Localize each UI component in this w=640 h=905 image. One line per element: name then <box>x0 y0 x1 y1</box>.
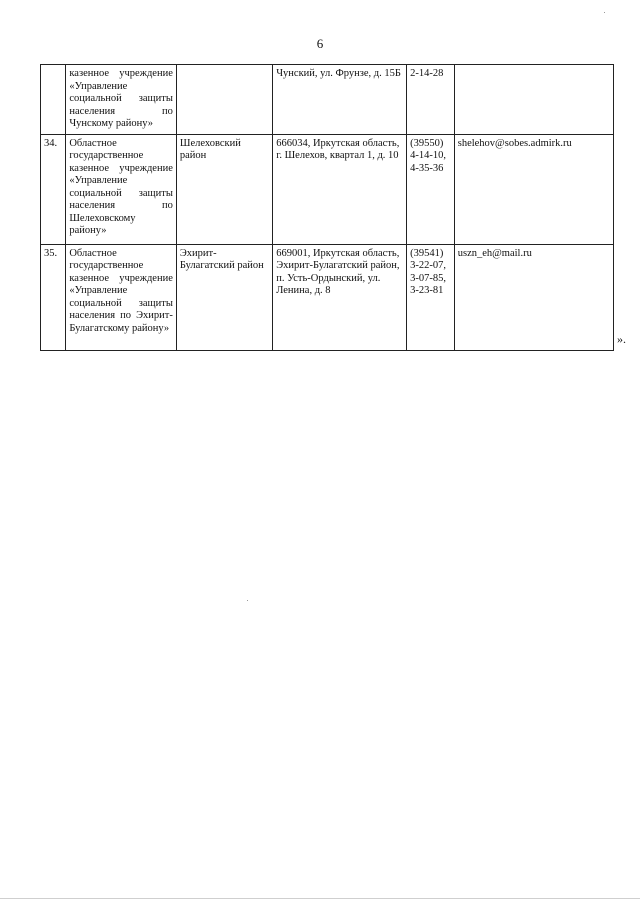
row-number: 34. <box>41 134 66 244</box>
institution-name <box>66 65 177 135</box>
district-name: Шелеховский район <box>176 134 272 244</box>
phone: (39550) 4-14-10, 4-35-36 <box>407 134 455 244</box>
institution-name <box>66 244 177 350</box>
email <box>454 65 613 135</box>
email: shelehov@sobes.admirk.ru <box>454 134 613 244</box>
institution-text: Областное государственное казенное учреждение «Управление социальной защиты населения по Шелеховскому району» <box>69 137 173 236</box>
district-name: Эхирит-Булагатский район <box>176 244 272 350</box>
district-name <box>176 65 272 135</box>
phone: (39541) 3-22-07, 3-07-85, 3-23-81 <box>407 244 455 350</box>
scan-speck <box>247 600 248 601</box>
email: uszn_eh@mail.ru <box>454 244 613 350</box>
table-row <box>41 134 614 244</box>
institution-text: казенное учреждение «Управление социальной защиты населения по Чунскому району» <box>69 68 173 129</box>
institutions-table <box>40 64 614 351</box>
institution-text: Областное государственное казенное учреждение «Управление социальной защиты населения по Эхирит-Булагатскому району» <box>69 247 173 334</box>
table-row <box>41 65 614 135</box>
address: Чунский, ул. Фрунзе, д. 15Б <box>273 65 407 135</box>
table-row <box>41 244 614 350</box>
scan-speck <box>604 12 605 13</box>
institution-name <box>66 134 177 244</box>
closing-quote-mark: ». <box>617 332 626 346</box>
page-number: 6 <box>316 36 324 51</box>
bottom-edge-line <box>0 898 640 899</box>
phone: 2-14-28 <box>407 65 455 135</box>
address: 669001, Иркутская область, Эхирит-Булагатский район, п. Усть-Ордынский, ул. Ленина, д. 8 <box>273 244 407 350</box>
row-number: 35. <box>41 244 66 350</box>
address: 666034, Иркутская область, г. Шелехов, квартал 1, д. 10 <box>273 134 407 244</box>
row-number <box>41 65 66 135</box>
